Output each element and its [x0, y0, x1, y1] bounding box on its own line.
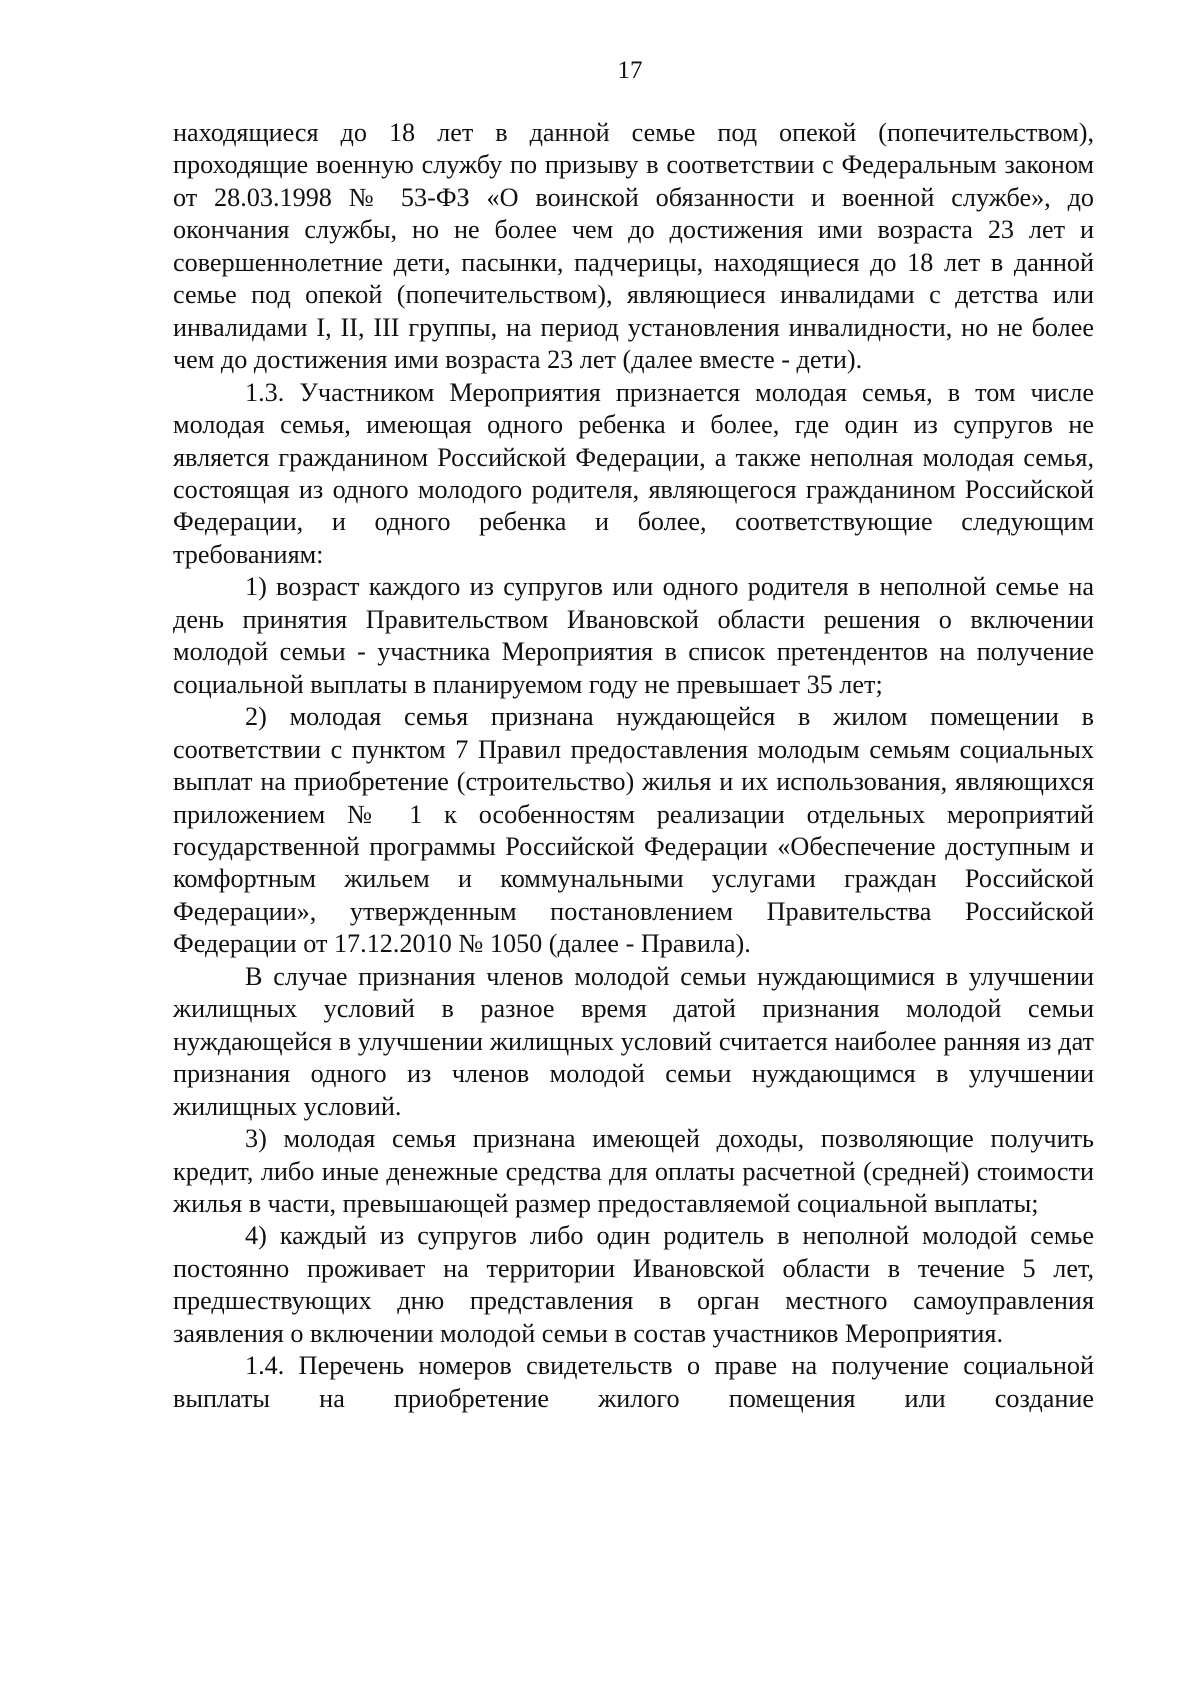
paragraph: 3) молодая семья признана имеющей доходы, позволяющие получить кредит, либо иные денежные средства для оплаты расчетной (средней) стоимости жилья в части, превышающей размер предоставляемой социальной выплаты; [173, 1124, 1094, 1218]
paragraph: 1.4. Перечень номеров свидетельств о праве на получение социальной выплаты на приобретение жилого помещения или создание [173, 1351, 1094, 1413]
document-body [173, 117, 1094, 1415]
paragraph: 4) каждый из супругов либо один родитель в неполной молодой семье постоянно проживает на территории Ивановской области в течение 5 лет, предшествующих дню представления в орган местного самоуправления заявления о включении молодой семьи в состав участников Мероприятия. [173, 1221, 1094, 1348]
paragraph: 1) возраст каждого из супругов или одного родителя в неполной семье на день принятия Правительством Ивановской области решения о включении молодой семьи - участника Мероприятия в список претендентов на получение социальной выплаты в планируемом году не превышает 35 лет; [173, 572, 1094, 699]
paragraph: 1.3. Участником Мероприятия признается молодая семья, в том числе молодая семья, имеющая одного ребенка и более, где один из супругов не является гражданином Российской Федерации, а также неполная молодая семья, состоящая из одного молодого родителя, являющегося гражданином Российской Федерации, и одного ребенка и более, соответствующие следующим требованиям: [173, 377, 1094, 569]
page-number: 17 [617, 57, 643, 84]
paragraph: 2) молодая семья признана нуждающейся в жилом помещении в соответствии с пунктом 7 Правил предоставления молодым семьям социальных выплат на приобретение (строительство) жилья и их использования, являющихся приложением № 1 к особенностям реализации отдельных мероприятий государственной программы Российской Федерации «Обеспечение доступным и комфортным жильем и коммунальными услугами граждан Российской Федерации», утвержденным постановлением Правительства Российской Федерации от 17.12.2010 № 1050 (далее - Правила). [173, 702, 1094, 959]
paragraph: находящиеся до 18 лет в данной семье под опекой (попечительством), проходящие военную службу по призыву в соответствии с Федеральным законом от 28.03.1998 № 53-ФЗ «О воинской обязанности и военной службе», до окончания службы, но не более чем до достижения ими возраста 23 лет и совершеннолетние дети, пасынки, падчерицы, находящиеся до 18 лет в данной семье под опекой (попечительством), являющиеся инвалидами с детства или инвалидами I, II, III группы, на период установления инвалидности, но не более чем до достижения ими возраста 23 лет (далее вместе - дети). [173, 118, 1094, 375]
paragraph: В случае признания членов молодой семьи нуждающимися в улучшении жилищных условий в разное время датой признания молодой семьи нуждающейся в улучшении жилищных условий считается наиболее ранняя из дат признания одного из членов молодой семьи нуждающимся в улучшении жилищных условий. [173, 961, 1094, 1121]
